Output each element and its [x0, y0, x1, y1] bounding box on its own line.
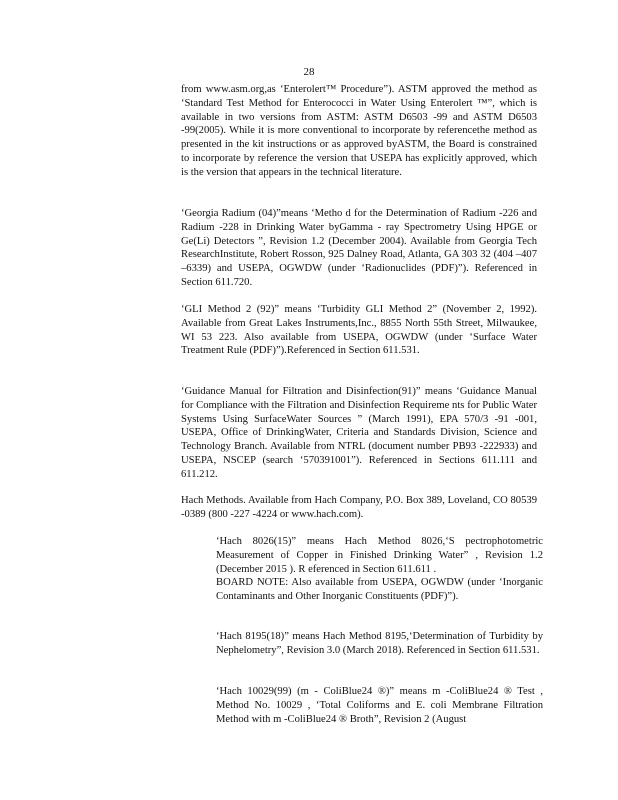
- paragraph-guidance-manual: ‘Guidance Manual for Filtration and Disinfection(91)” means ‘Guidance Manual for Compliance with the Filtration and Disinfection Requireme nts for Public Water Systems Using SurfaceWater Sources ” (March 1991), EPA 570/3 -91 -001, USEPA, Office of DrinkingWater, Criteria and Standards Division, Science and Technology Branch. Available from NTRL (document number PB93 -222933) and USEPA, NSCEP (search ‘570391001”). Referenced in Sections 611.111 and 611.212.: [181, 386, 537, 480]
- paragraph-hach-8026: [216, 535, 543, 604]
- paragraph-gli-method-2: ‘GLI Method 2 (92)” means ‘Turbidity GLI Method 2” (November 2, 1992). Available from Great Lakes Instruments,Inc., 8855 North 55th Street, Milwaukee, WI 53 223. Also available from USEPA, OGWDW (under ‘Surface Water Treatment Rule (PDF)”).Referenced in Section 611.531.: [181, 304, 537, 357]
- paragraph-astm-d6503: from www.asm.org,as ‘Enterolert™ Procedure”). ASTM approved the method as ‘Standard Test Method for Enterococci in Water Using Enterolert ™”, which is available in two versions from ASTM: ASTM D6503 -99 and ASTM D6503 -99(2005). While it is more conventional to incorporate by referencethe method as presented in the kit instructions or as approved byASTM, the Board is constrained to incorporate by reference the version that USEPA has explicitly approved, which is the version that appears in the technical literature.: [181, 84, 537, 178]
- page-number: 28: [303, 66, 315, 78]
- paragraph-hach-methods: Hach Methods. Available from Hach Company, P.O. Box 389, Loveland, CO 80539 -0389 (800 -227 -4224 or www.hach.com).: [181, 495, 537, 520]
- paragraph-hach-8195: ‘Hach 8195(18)” means Hach Method 8195,‘Determination of Turbidity by Nephelometry”, Revision 3.0 (March 2018). Referenced in Section 611.531.: [216, 631, 543, 656]
- board-note: BOARD NOTE: Also available from USEPA, OGWDW (under ‘Inorganic Contaminants and Other Inorganic Constituents (PDF)”).: [216, 577, 543, 603]
- hach-8026-text: ‘Hach 8026(15)” means Hach Method 8026,‘S pectrophotometric Measurement of Copper in Finished Drinking Water” , Revision 1.2 (December 2015 ). R eferenced in Section 611.611 .: [216, 536, 543, 575]
- paragraph-georgia-radium: ‘Georgia Radium (04)”means ‘Metho d for the Determination of Radium -226 and Radium -228 in Drinking Water byGamma - ray Spectrometry Using HPGE or Ge(Li) Detectors ”, Revision 1.2 (December 2004). Available from Georgia Tech ResearchInstitute, Robert Rosson, 925 Dalney Road, Atlanta, GA 303 32 (404 –407 –6339) and USEPA, OGWDW (under ‘Radionuclides (PDF)”). Referenced in Section 611.720.: [181, 208, 537, 288]
- paragraph-hach-10029: ‘Hach 10029(99) (m - ColiBlue24 ®)” means m -ColiBlue24 ® Test , Method No. 10029 , ‘Total Coliforms and E. coli Membrane Filtration Method with m -ColiBlue24 ® Broth”, Revision 2 (August: [216, 686, 543, 725]
